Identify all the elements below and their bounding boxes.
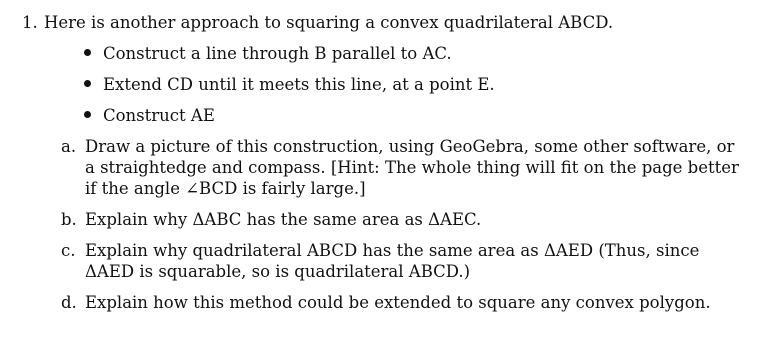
part-line: Explain why ΔABC has the same area as ΔAEC. [85, 210, 482, 229]
step-text: Extend CD until it meets this line, at a point E. [103, 75, 495, 94]
part-text [85, 292, 711, 313]
part-text [85, 209, 685, 230]
part-d [61, 292, 722, 313]
question-parts [22, 136, 739, 313]
problem-1 [22, 12, 739, 323]
step-item [84, 43, 722, 64]
part-letter: c. [61, 241, 76, 260]
part-c [61, 240, 722, 282]
part-line: Explain why quadrilateral ABCD has the same area as ΔAED (Thus, since [85, 241, 700, 260]
part-letter: b. [61, 210, 77, 229]
step-text: Construct AE [103, 106, 215, 125]
part-b [61, 209, 722, 230]
part-line: Draw a picture of this construction, using GeoGebra, some other software, or [85, 137, 735, 156]
part-letter: a. [61, 137, 77, 156]
part-line: if the angle ∠BCD is fairly large.] [85, 179, 366, 198]
step-item [84, 74, 722, 95]
construction-steps [22, 43, 722, 126]
part-text [85, 240, 700, 282]
bullet-icon [84, 49, 91, 56]
part-a [61, 136, 739, 199]
problem-header [22, 12, 722, 33]
step-text: Construct a line through B parallel to AC. [103, 44, 452, 63]
part-text [85, 136, 739, 199]
part-letter: d. [61, 293, 77, 312]
step-item [84, 105, 722, 126]
part-line: a straightedge and compass. [Hint: The whole thing will fit on the page better [85, 158, 739, 177]
bullet-icon [84, 80, 91, 87]
bullet-icon [84, 111, 91, 118]
part-line: ΔAED is squarable, so is quadrilateral ABCD.) [85, 262, 471, 281]
problem-intro: Here is another approach to squaring a convex quadrilateral ABCD. [44, 13, 614, 32]
problem-number: 1. [22, 13, 38, 32]
part-line: Explain how this method could be extended to square any convex polygon. [85, 293, 711, 312]
